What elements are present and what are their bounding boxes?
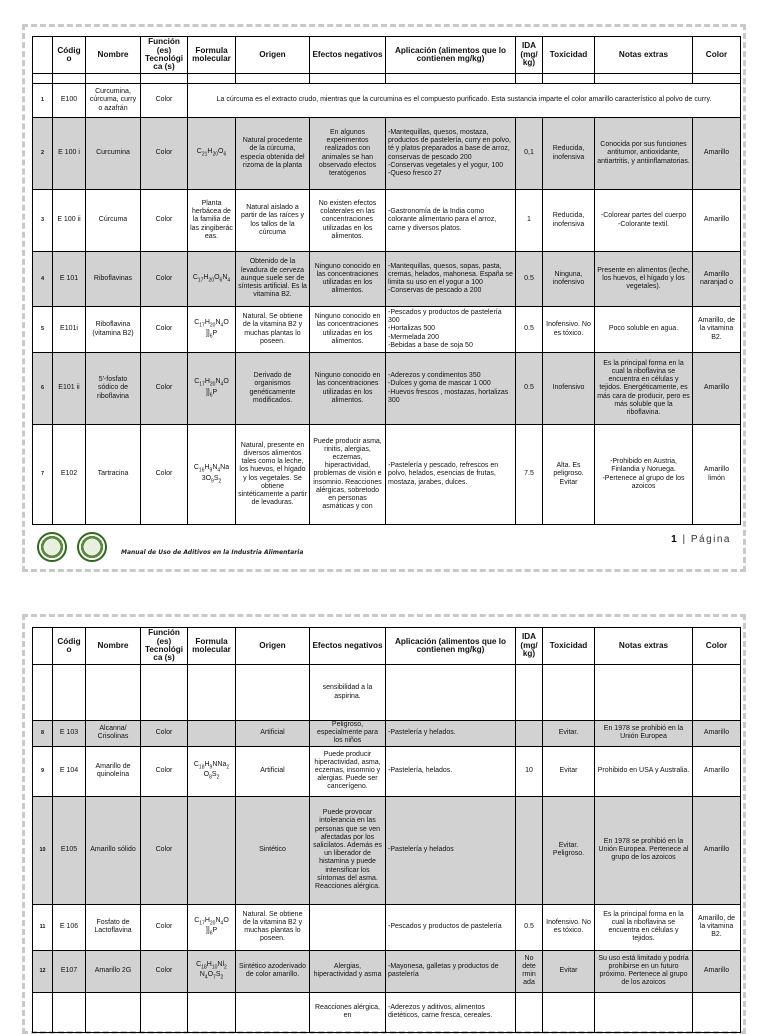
cell-app: -Mantequillas, quesos, mostaza, productos de pastelería, curry en polvo, té y platos preparados a base de arroz, conservas de pescado 200 -Conservas vegetales y el yogur, 100 -Queso fresco 27 xyxy=(386,118,516,190)
cell-origin: Sintético azoderivado de color amarillo. xyxy=(236,950,310,992)
column-header-9: Toxicidad xyxy=(543,37,595,74)
cell-n: 5 xyxy=(33,307,53,353)
cell-notes: En 1978 se prohibió en la Unión Europea. Pertenece al grupo de los azoicos xyxy=(595,796,693,904)
cell-effects xyxy=(310,904,386,950)
cell-formula: $C_{18}H_{10}Nl_2$ $N_4O_7S_2$ xyxy=(188,950,236,992)
cell-effects: Puede producir asma, rinitis, alergias, eczemas, hiperactividad, problemas de visión e insomnio. Reacciones alérgicas, sobretodo en personas asmáticas y con xyxy=(310,425,386,525)
cell-app: -Pastelería, helados. xyxy=(386,746,516,796)
column-header-3: Función (es) Tecnológi ca (s) xyxy=(141,628,188,665)
column-header-11: Color xyxy=(693,37,741,74)
cell-code xyxy=(53,992,86,1032)
cell-func: Color xyxy=(141,353,188,425)
column-header-9: Toxicidad xyxy=(543,628,595,665)
document-page-2 xyxy=(22,614,746,1034)
table-row xyxy=(33,721,741,747)
cell-notes: Su uso está limitado y podría prohibirse en un futuro próximo. Pertenece al grupo de los azoicos xyxy=(595,950,693,992)
cell-n xyxy=(33,665,53,721)
cell-formula: Planta herbácea de la familia de las zingiberác eas. xyxy=(188,190,236,252)
spacer-row xyxy=(33,74,741,84)
cell-code: E 101 xyxy=(53,252,86,307)
cell-tox: Inofensivo. No es tóxico. xyxy=(543,904,595,950)
cell-notes xyxy=(595,665,693,721)
cell-func: Color xyxy=(141,252,188,307)
cell-tox: Evitar xyxy=(543,950,595,992)
cell-n: 12 xyxy=(33,950,53,992)
cell-n: 1 xyxy=(33,84,53,118)
cell-formula: $C_{21}H_{20}O_6$ xyxy=(188,118,236,190)
cell-effects: Reacciones alérgica, en xyxy=(310,992,386,1032)
cell-tox: Reducida, inofensiva xyxy=(543,190,595,252)
cell-effects: Ninguno conocido en las concentraciones utilizadas en los alimentos. xyxy=(310,353,386,425)
cell-n xyxy=(33,992,53,1032)
footer-title: Manual de Uso de Aditivos en la Industria Alimentaria xyxy=(121,549,304,556)
table-row xyxy=(33,84,741,118)
cell-code: E107 xyxy=(53,950,86,992)
cell-formula: $C_{18}H_9NNa_2$ $O_8S_2$ xyxy=(188,746,236,796)
cell-n: 11 xyxy=(33,904,53,950)
column-header-8: IDA (mg/ kg) xyxy=(516,37,543,74)
cell-tox: Ninguna, inofensivo xyxy=(543,252,595,307)
cell-tox: Evitar xyxy=(543,746,595,796)
column-header-5: Origen xyxy=(236,628,310,665)
column-header-11: Color xyxy=(693,628,741,665)
cell-n: 6 xyxy=(33,353,53,425)
cell-color: Amarillo xyxy=(693,721,741,747)
cell-notes: Prohibido en USA y Australia. xyxy=(595,746,693,796)
cell-color: Amarillo xyxy=(693,746,741,796)
cell-func: Color xyxy=(141,118,188,190)
table-row xyxy=(33,950,741,992)
cell-tox xyxy=(543,665,595,721)
cell-func: Color xyxy=(141,307,188,353)
cell-name: Amarillo de quinoleína xyxy=(86,746,141,796)
cell-formula: $C_{17}H_{20}N_4O$ ]]$_6P$ xyxy=(188,904,236,950)
cell-effects: Ninguno conocido en las concentraciones utilizadas en los alimentos. xyxy=(310,252,386,307)
cell-name: 5'-fosfato sódico de riboflavina xyxy=(86,353,141,425)
cell-n: 9 xyxy=(33,746,53,796)
spacer-cell xyxy=(86,74,141,84)
cell-formula: $C_{17}H_{20}N_4O$ ]]$_6P$ xyxy=(188,307,236,353)
column-header-10: Notas extras xyxy=(595,628,693,665)
cell-name: Cúrcuma xyxy=(86,190,141,252)
cell-name: Riboflavinas xyxy=(86,252,141,307)
cell-code: E105 xyxy=(53,796,86,904)
cell-n: 7 xyxy=(33,425,53,525)
table-row xyxy=(33,904,741,950)
cell-origin: Artificial xyxy=(236,721,310,747)
column-header-3: Función (es) Tecnológi ca (s) xyxy=(141,37,188,74)
cell-formula xyxy=(188,721,236,747)
cell-name: Curcumina, cúrcuma, curry o azafrán xyxy=(86,84,141,118)
cell-n: 10 xyxy=(33,796,53,904)
column-header-8: IDA (mg/ kg) xyxy=(516,628,543,665)
cell-ida: 0.5 xyxy=(516,307,543,353)
cell-code: E 100 ii xyxy=(53,190,86,252)
column-header-2: Nombre xyxy=(86,628,141,665)
cell-origin xyxy=(236,665,310,721)
spacer-cell xyxy=(33,74,53,84)
cell-ida: 0,1 xyxy=(516,118,543,190)
cell-notes: Presente en alimentos (leche, los huevos, el hígado y los vegetales). xyxy=(595,252,693,307)
column-header-4: Formula molecular xyxy=(188,37,236,74)
table-row xyxy=(33,118,741,190)
column-header-7: Aplicación (alimentos que lo contienen mg/kg) xyxy=(386,628,516,665)
cell-description: La cúrcuma es el extracto crudo, mientras que la curcumina es el compuesto purificado. Esta sustancia imparte el color amarillo característico al polvo de curry. xyxy=(188,84,741,118)
cell-name: Riboflavina (vitamina B2) xyxy=(86,307,141,353)
cell-notes: Es la principal forma en la cual la riboflavina se encuentra en células y tejidos. Energéticamente, es más cara de producir, pero es más soluble que la riboflavina. xyxy=(595,353,693,425)
column-header-6: Efectos negativos xyxy=(310,37,386,74)
cell-color: Amarillo xyxy=(693,190,741,252)
column-header-7: Aplicación (alimentos que lo contienen mg/kg) xyxy=(386,37,516,74)
cell-ida xyxy=(516,721,543,747)
cell-formula: $C_{17}H_{20}N_4O$ ]]$_6P$ xyxy=(188,353,236,425)
cell-notes: Conocida por sus funciones antitumor, antioxidante, antiartritis, y antiinflamatorias. xyxy=(595,118,693,190)
document-page-1 xyxy=(22,24,746,572)
table-row xyxy=(33,252,741,307)
column-header-10: Notas extras xyxy=(595,37,693,74)
cell-effects: Alergias, hiperactividad y asma xyxy=(310,950,386,992)
cell-ida: 0.5 xyxy=(516,904,543,950)
cell-name: Amarillo sólido xyxy=(86,796,141,904)
cell-code: E101i xyxy=(53,307,86,353)
cell-tox: Alta. Es peligroso. Evitar xyxy=(543,425,595,525)
cell-color: Amarillo xyxy=(693,796,741,904)
cell-app: -Gastronomía de la India como colorante alimentario para el arroz, carne y diversos platos. xyxy=(386,190,516,252)
column-header-4: Formula molecular xyxy=(188,628,236,665)
cell-notes: -Colorear partes del cuerpo -Colorante textil. xyxy=(595,190,693,252)
page-footer xyxy=(33,532,735,562)
cell-tox: Inofensivo xyxy=(543,353,595,425)
cell-app: -Pastelería y pescado, refrescos en polvo, helados, esencias de frutas, mostaza, jarabes, dulces. xyxy=(386,425,516,525)
cell-origin: Natural. Se obtiene de la vitamina B2 y muchas plantas lo poseen. xyxy=(236,307,310,353)
spacer-cell xyxy=(188,74,236,84)
cell-func xyxy=(141,992,188,1032)
table-header-row xyxy=(33,628,741,665)
cell-effects: Peligroso, especialmente para los niños xyxy=(310,721,386,747)
cell-app: -Pastelería y helados. xyxy=(386,721,516,747)
cell-n: 8 xyxy=(33,721,53,747)
university-logo-icon xyxy=(37,532,67,562)
cell-func: Color xyxy=(141,904,188,950)
cell-code: E 104 xyxy=(53,746,86,796)
cell-code: E 106 xyxy=(53,904,86,950)
cell-app: -Aderezos y aditivos, alimentos dietéticos, carne fresca, cereales. xyxy=(386,992,516,1032)
column-header-1: Códig o xyxy=(53,628,86,665)
cell-ida: No dete rmin ada xyxy=(516,950,543,992)
table-row xyxy=(33,746,741,796)
cell-tox: Evitar. Peligroso. xyxy=(543,796,595,904)
cell-name: Alcanna/ Crisolinas xyxy=(86,721,141,747)
cell-effects: sensibilidad a la aspirina. xyxy=(310,665,386,721)
cell-app: -Aderezos y condimentos 350 -Dulces y goma de mascar 1 000 -Huevos frescos , mostazas, hortalizas 300 xyxy=(386,353,516,425)
cell-origin: Sintético xyxy=(236,796,310,904)
cell-color: Amarillo xyxy=(693,118,741,190)
cell-code: E102 xyxy=(53,425,86,525)
cell-n: 3 xyxy=(33,190,53,252)
cell-name: Tartracina xyxy=(86,425,141,525)
cell-formula xyxy=(188,665,236,721)
cell-ida: 0.5 xyxy=(516,252,543,307)
cell-n: 4 xyxy=(33,252,53,307)
cell-origin: Derivado de organismos genéticamente modificados. xyxy=(236,353,310,425)
cell-name xyxy=(86,992,141,1032)
cell-tox: Reducida, inofensiva xyxy=(543,118,595,190)
cell-code xyxy=(53,665,86,721)
cell-code: E 103 xyxy=(53,721,86,747)
cell-ida: 7.5 xyxy=(516,425,543,525)
cell-color: Amarillo, de la vitamina B2. xyxy=(693,307,741,353)
cell-ida xyxy=(516,992,543,1032)
cell-effects: No existen efectos colaterales en las concentraciones utilizadas en los alimentos. xyxy=(310,190,386,252)
cell-func: Color xyxy=(141,721,188,747)
cell-notes: Es la principal forma en la cual la riboflavina se encuentra en células y tejidos. xyxy=(595,904,693,950)
cell-color: Amarillo naranjad o xyxy=(693,252,741,307)
cell-func: Color xyxy=(141,746,188,796)
table-row xyxy=(33,425,741,525)
cell-color xyxy=(693,992,741,1032)
cell-tox: Inofensivo. No es tóxico. xyxy=(543,307,595,353)
cell-origin: Artificial xyxy=(236,746,310,796)
table-row xyxy=(33,796,741,904)
cell-origin: Obtenido de la levadura de cerveza aunque suele ser de síntesis artificial. Es la vitamina B2. xyxy=(236,252,310,307)
cell-origin: Natural, presente en diversos alimentos tales como la leche, los huevos, el hígado y los vegetales. Se obtiene sintéticamente a partir de levaduras. xyxy=(236,425,310,525)
table-row xyxy=(33,307,741,353)
table-row xyxy=(33,353,741,425)
cell-ida: 0.5 xyxy=(516,353,543,425)
cell-formula xyxy=(188,796,236,904)
cell-color: Amarillo xyxy=(693,353,741,425)
cell-origin: Natural aislado a partir de las raíces y los tallos de la cúrcuma xyxy=(236,190,310,252)
page-number: 1 | Página xyxy=(671,534,731,545)
cell-code: E 100 i xyxy=(53,118,86,190)
spacer-cell xyxy=(386,74,516,84)
cell-notes: Poco soluble en agua. xyxy=(595,307,693,353)
column-header-0 xyxy=(33,37,53,74)
cell-code: E101 ii xyxy=(53,353,86,425)
cell-effects: Ninguno conocido en las concentraciones utilizadas en los alimentos. xyxy=(310,307,386,353)
cell-effects: En algunos experimentos realizados con animales se han observado efectos teratógenos xyxy=(310,118,386,190)
cell-notes: -Prohibido en Austria, Finlandia y Noruega. -Pertenece al grupo de los azoicos xyxy=(595,425,693,525)
cell-tox: Evitar. xyxy=(543,721,595,747)
cell-name xyxy=(86,665,141,721)
cell-ida xyxy=(516,665,543,721)
table-row xyxy=(33,992,741,1032)
column-header-6: Efectos negativos xyxy=(310,628,386,665)
spacer-cell xyxy=(53,74,86,84)
cell-app: -Pescados y productos de pastelería 300 -Hortalizas 500 -Mermelada 200 -Bebidas a base de soja 50 xyxy=(386,307,516,353)
cell-color xyxy=(693,665,741,721)
cell-formula: $C_{16}H_9N_4Na$ $3O_9S_2$ xyxy=(188,425,236,525)
column-header-0 xyxy=(33,628,53,665)
spacer-cell xyxy=(543,74,595,84)
additives-table-page-2 xyxy=(32,627,741,1033)
cell-origin xyxy=(236,992,310,1032)
spacer-cell xyxy=(141,74,188,84)
cell-effects: Puede provocar intolerancia en las personas que se ven afectadas por los salicilatos. Además es un liberador de histamina y puede intensificar los síntomas del asma. Reacciones alérgica. xyxy=(310,796,386,904)
cell-app: -Pescados y productos de pastelería xyxy=(386,904,516,950)
cell-color: Amarillo xyxy=(693,950,741,992)
cell-app: -Pastelería y helados xyxy=(386,796,516,904)
cell-color: Amarillo limón xyxy=(693,425,741,525)
cell-name: Curcumina xyxy=(86,118,141,190)
table-row xyxy=(33,190,741,252)
cell-n: 2 xyxy=(33,118,53,190)
spacer-cell xyxy=(595,74,693,84)
cell-func: Color xyxy=(141,425,188,525)
cell-notes: En 1978 se prohibió en la Unión Europea xyxy=(595,721,693,747)
cell-app: -Mayonesa, galletas y productos de pastelería xyxy=(386,950,516,992)
cell-app: -Mantequillas, quesos, sopas, pasta, cremas, helados, mahonesa. España se limita su uso en el yogur a 100 -Conservas de pescado a 200 xyxy=(386,252,516,307)
column-header-1: Códig o xyxy=(53,37,86,74)
cell-name: Amarillo 2G xyxy=(86,950,141,992)
cell-ida: 1 xyxy=(516,190,543,252)
cell-name: Fosfato de Lactoflavina xyxy=(86,904,141,950)
spacer-cell xyxy=(693,74,741,84)
faculty-logo-icon xyxy=(77,532,107,562)
cell-formula: $C_{17}H_{20}O_6N_4$ xyxy=(188,252,236,307)
cell-func xyxy=(141,665,188,721)
spacer-cell xyxy=(236,74,310,84)
cell-code: E100 xyxy=(53,84,86,118)
column-header-2: Nombre xyxy=(86,37,141,74)
cell-origin: Natural. Se obtiene de la vitamina B2 y muchas plantas lo poseen. xyxy=(236,904,310,950)
table-header-row xyxy=(33,37,741,74)
column-header-5: Origen xyxy=(236,37,310,74)
cell-func: Color xyxy=(141,796,188,904)
cell-app xyxy=(386,665,516,721)
additives-table-page-1 xyxy=(32,36,741,525)
cell-notes xyxy=(595,992,693,1032)
cell-color: Amarillo, de la vitamina B2. xyxy=(693,904,741,950)
spacer-cell xyxy=(310,74,386,84)
spacer-cell xyxy=(516,74,543,84)
cell-ida xyxy=(516,796,543,904)
cell-formula xyxy=(188,992,236,1032)
cell-effects: Puede producir hiperactividad, asma, eczemas, insomnio y alergias. Puede ser cancerígeno. xyxy=(310,746,386,796)
table-row xyxy=(33,665,741,721)
cell-func: Color xyxy=(141,84,188,118)
cell-origin: Natural procedente de la cúrcuma, especia obtenida del rizoma de la planta xyxy=(236,118,310,190)
cell-tox xyxy=(543,992,595,1032)
cell-ida: 10 xyxy=(516,746,543,796)
cell-func: Color xyxy=(141,190,188,252)
cell-func: Color xyxy=(141,950,188,992)
